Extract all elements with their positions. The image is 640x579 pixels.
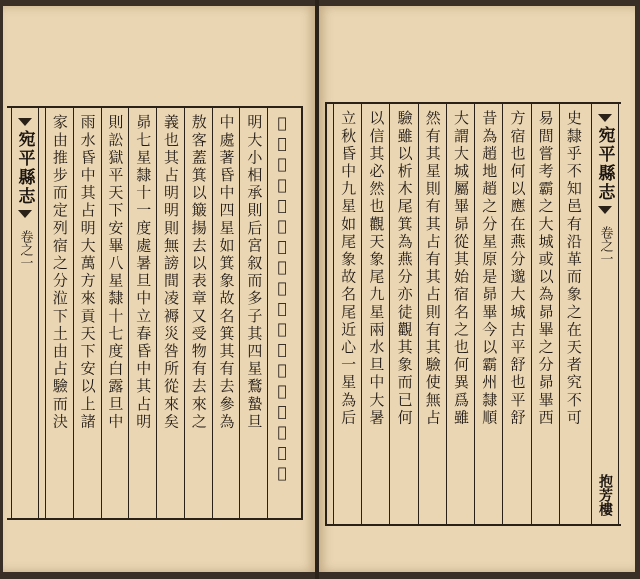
fishtail-mark-icon (598, 206, 612, 214)
right-text-frame (325, 102, 621, 526)
text-column: 則訟獄平天下安畢八星隸十七度白露旦中 (101, 108, 129, 518)
right-book-title: 宛平縣志 (594, 126, 615, 202)
text-column: 大謂大城屬畢昴從其始宿名之也何異爲雖 (446, 104, 474, 524)
left-text-frame (7, 106, 303, 520)
right-page (317, 6, 635, 572)
text-column: 然有其星則有其占有其占則有其驗使無占 (418, 104, 446, 524)
left-page-margin-band (11, 108, 39, 518)
fishtail-mark-icon (18, 118, 32, 126)
text-column: 家由推步而定列宿之分涖下土由占驗而決 (45, 108, 73, 518)
text-column: 中處著昏中四星如箕象故名箕其有去參為 (212, 108, 240, 518)
right-text-columns (333, 104, 587, 524)
text-column: 昔為趙地趙之分星原是昴畢今以霸州隸順 (474, 104, 502, 524)
left-book-title: 宛平縣志 (14, 130, 35, 206)
text-column: 雨水昏中其占明大萬方來貢天下安以上諸 (73, 108, 101, 518)
left-volume-label: 卷之一 (17, 230, 33, 269)
book-spine (315, 0, 319, 579)
left-page (3, 6, 317, 572)
studio-name: 抱芳樓 (597, 474, 613, 516)
text-column: 明大小相承則后宮叙而多子其四星鶩蟄旦 (239, 108, 267, 518)
text-column: 易間嘗考霸之大城或以為昴畢之分昴畢西 (531, 104, 559, 524)
right-page-margin-band (591, 104, 619, 524)
text-column: 敖客蓋箕以簸揚去以表章又受物有去來之 (184, 108, 212, 518)
text-column: 驗雖以析木尾箕為燕分亦徒觀其象而已何 (389, 104, 417, 524)
text-column: 𣲖次三星為三嬪東二星為妾膳其占九星均 (267, 108, 295, 518)
right-volume-label: 卷之一 (597, 226, 613, 265)
left-text-columns (45, 108, 295, 518)
text-column: 方宿也何以應在燕分邈大城古平舒也平舒 (502, 104, 530, 524)
text-column: 立秋昏中九星如尾象故名尾近心一星為后 (333, 104, 361, 524)
text-column: 以信其必然也觀天象尾九星兩水旦中大暑 (361, 104, 389, 524)
fishtail-mark-icon (18, 210, 32, 218)
text-column: 義也其占明明則無謗間凌褥災咎所從來矣 (156, 108, 184, 518)
fishtail-mark-icon (598, 114, 612, 122)
text-column: 昴七星隸十一度處暑旦中立春昏中其占明 (128, 108, 156, 518)
text-column: 史隸乎不知邑有沿革而象之在天者究不可 (559, 104, 587, 524)
